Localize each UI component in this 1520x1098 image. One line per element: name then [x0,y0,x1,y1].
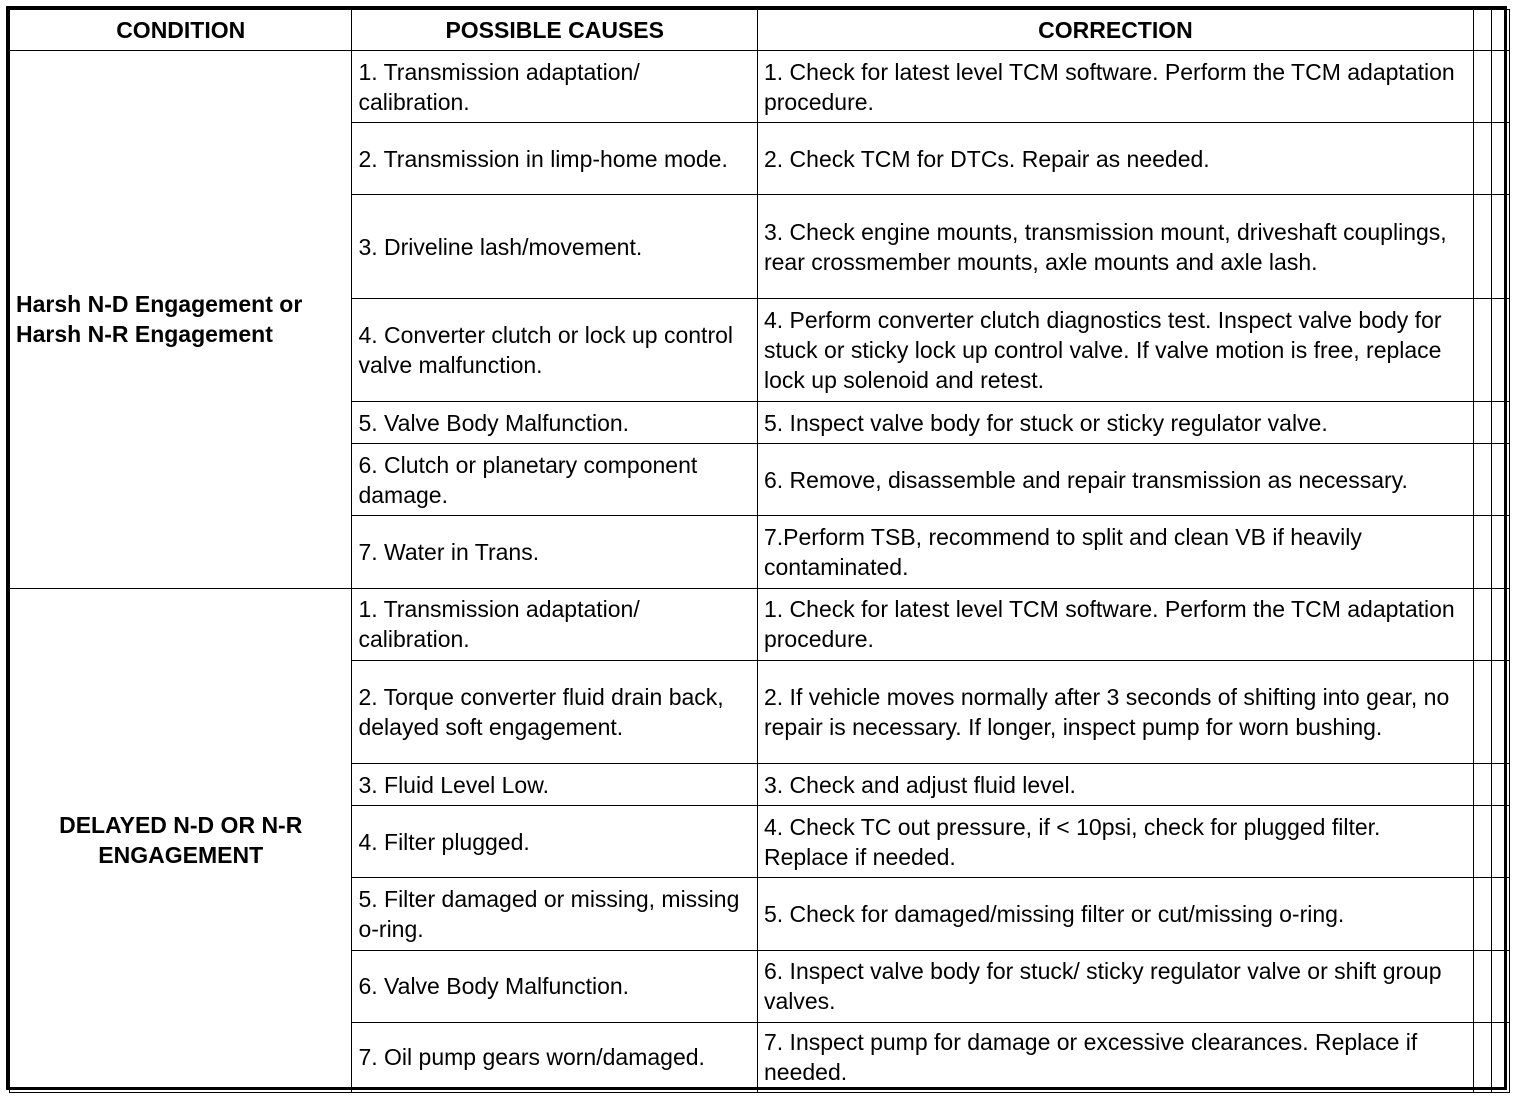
header-correction: CORRECTION [757,10,1473,51]
check-cell [1473,660,1491,763]
check-cell [1491,806,1509,878]
cause-cell: 1. Transmission adaptation/ calibration. [352,588,758,660]
correction-cell: 3. Check and adjust fluid level. [757,764,1473,806]
cause-cell: 5. Valve Body Malfunction. [352,402,758,444]
correction-cell: 2. If vehicle moves normally after 3 seconds of shifting into gear, no repair is necessary. If longer, inspect pump for worn bushing. [757,660,1473,763]
check-cell [1491,516,1509,588]
check-cell [1491,402,1509,444]
cause-cell: 2. Transmission in limp-home mode. [352,123,758,195]
cause-cell: 7. Water in Trans. [352,516,758,588]
cause-cell: 7. Oil pump gears worn/damaged. [352,1022,758,1092]
check-cell [1491,298,1509,401]
condition-text: DELAYED N-D OR N-R [59,812,303,839]
check-cell [1491,51,1509,123]
check-cell [1491,195,1509,298]
correction-cell: 7.Perform TSB, recommend to split and clean VB if heavily contaminated. [757,516,1473,588]
condition-text: ENGAGEMENT [98,842,264,869]
correction-cell: 2. Check TCM for DTCs. Repair as needed. [757,123,1473,195]
check-cell [1473,588,1491,660]
correction-cell: 3. Check engine mounts, transmission mount, driveshaft couplings, rear crossmember mounts, axle mounts and axle lash. [757,195,1473,298]
correction-cell: 7. Inspect pump for damage or excessive clearances. Replace if needed. [757,1022,1473,1092]
header-condition: CONDITION [10,10,352,51]
check-cell [1473,402,1491,444]
cause-cell: 1. Transmission adaptation/ calibration. [352,51,758,123]
correction-cell: 4. Check TC out pressure, if < 10psi, check for plugged filter. Replace if needed. [757,806,1473,878]
check-cell [1473,1022,1491,1092]
header-check-column-2 [1491,10,1509,51]
table-row [10,588,1510,660]
condition-cell-harsh-engagement [10,51,352,589]
cause-cell: 3. Fluid Level Low. [352,764,758,806]
check-cell [1491,878,1509,950]
cause-cell: 5. Filter damaged or missing, missing o-ring. [352,878,758,950]
correction-cell: 6. Remove, disassemble and repair transmission as necessary. [757,444,1473,516]
check-cell [1473,123,1491,195]
header-check-column-1 [1473,10,1491,51]
diagnosis-page [6,6,1507,1090]
check-cell [1473,950,1491,1022]
header-possible-causes: POSSIBLE CAUSES [352,10,758,51]
check-cell [1491,588,1509,660]
check-cell [1473,195,1491,298]
correction-cell: 1. Check for latest level TCM software. Perform the TCM adaptation procedure. [757,588,1473,660]
condition-text: Harsh N-D Engagement or [16,291,303,318]
condition-text: Harsh N-R Engagement [16,321,273,348]
check-cell [1491,123,1509,195]
table-row [10,51,1510,123]
correction-cell: 5. Check for damaged/missing filter or cut/missing o-ring. [757,878,1473,950]
cause-cell: 6. Clutch or planetary component damage. [352,444,758,516]
diagnosis-table [9,9,1510,1093]
check-cell [1491,1022,1509,1092]
check-cell [1473,878,1491,950]
header-row [10,10,1510,51]
check-cell [1491,950,1509,1022]
correction-cell: 6. Inspect valve body for stuck/ sticky regulator valve or shift group valves. [757,950,1473,1022]
check-cell [1491,660,1509,763]
check-cell [1473,516,1491,588]
cause-cell: 2. Torque converter fluid drain back, delayed soft engagement. [352,660,758,763]
check-cell [1473,51,1491,123]
check-cell [1473,444,1491,516]
cause-cell: 4. Filter plugged. [352,806,758,878]
cause-cell: 3. Driveline lash/movement. [352,195,758,298]
condition-cell-delayed-engagement [10,588,352,1092]
correction-cell: 1. Check for latest level TCM software. Perform the TCM adaptation procedure. [757,51,1473,123]
check-cell [1473,298,1491,401]
check-cell [1473,806,1491,878]
check-cell [1473,764,1491,806]
cause-cell: 6. Valve Body Malfunction. [352,950,758,1022]
check-cell [1491,444,1509,516]
correction-cell: 5. Inspect valve body for stuck or sticky regulator valve. [757,402,1473,444]
check-cell [1491,764,1509,806]
correction-cell: 4. Perform converter clutch diagnostics test. Inspect valve body for stuck or sticky lock up control valve. If valve motion is free, replace lock up solenoid and retest. [757,298,1473,401]
cause-cell: 4. Converter clutch or lock up control valve malfunction. [352,298,758,401]
